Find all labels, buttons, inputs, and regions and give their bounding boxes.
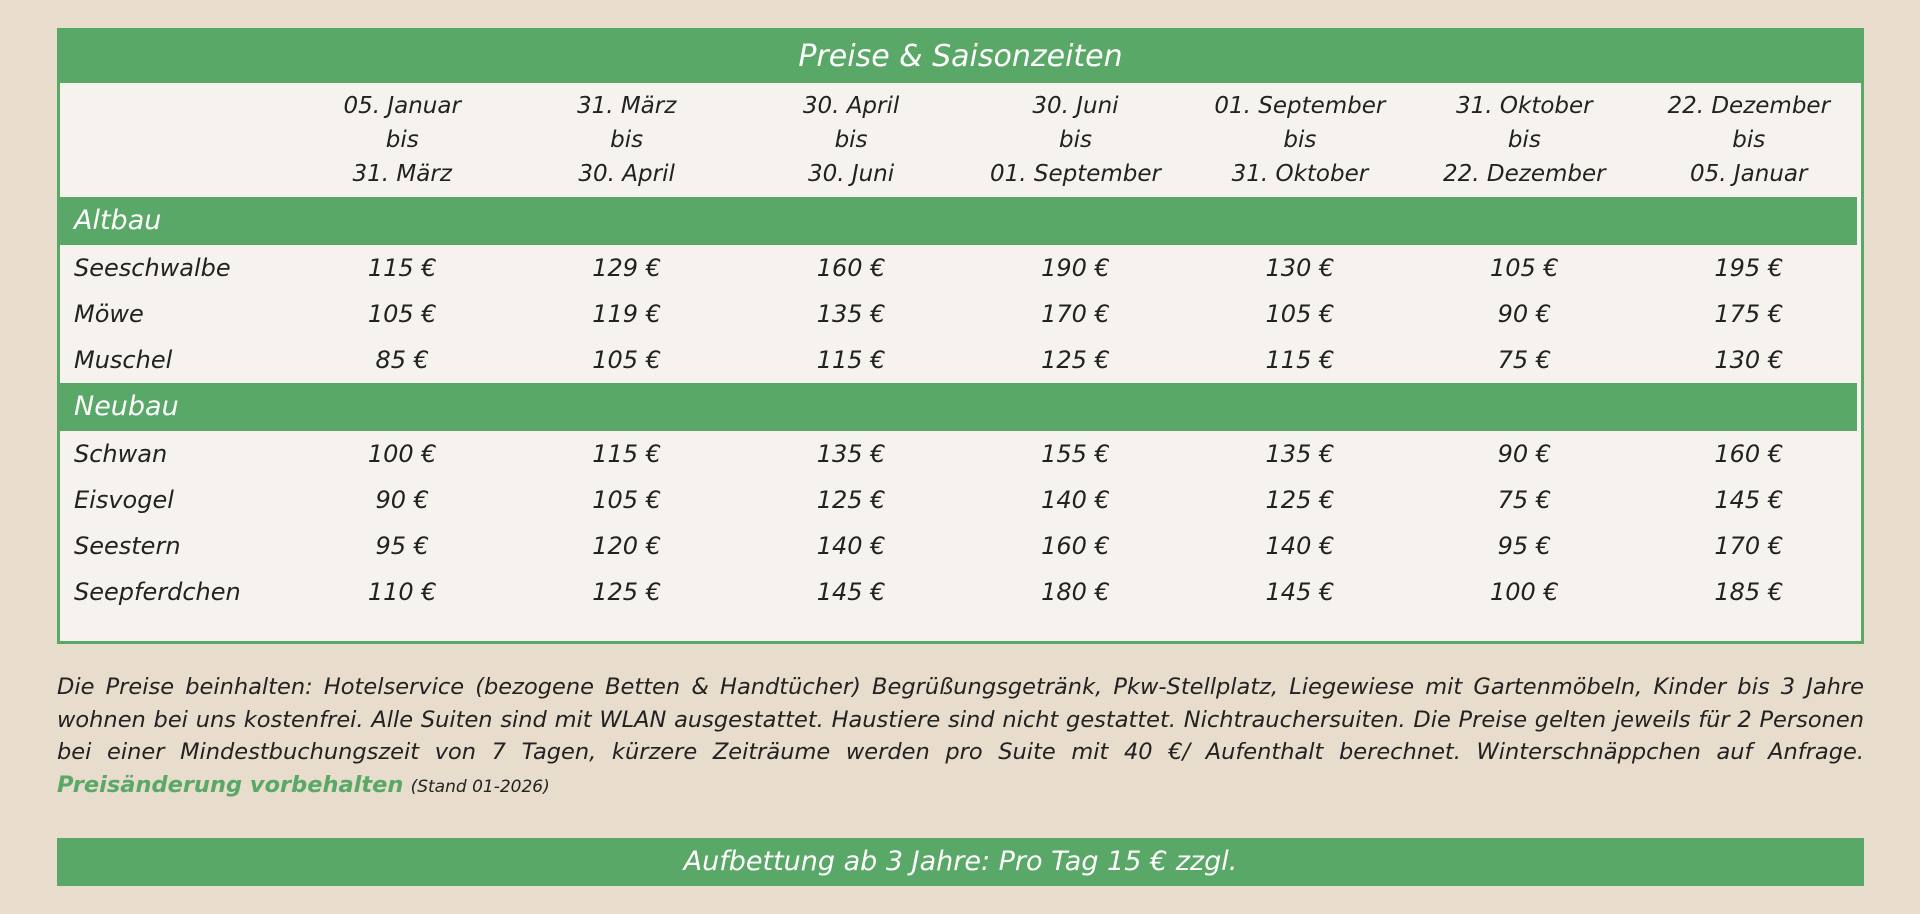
price-cell: 105 € [592, 346, 661, 374]
season-from: 31. Oktober [1456, 93, 1593, 119]
price-cell: 140 € [816, 532, 886, 560]
section-header-altbau: Altbau [60, 197, 1857, 245]
price-cell: 125 € [592, 578, 661, 606]
stand-date: (Stand 01-2026) [410, 776, 550, 797]
season-head [1637, 83, 1861, 197]
table-row [60, 431, 1861, 477]
price-cell: 125 € [1041, 346, 1110, 374]
season-to: 22. Dezember [1443, 161, 1606, 187]
note-text: Die Preise beinhalten: Hotelservice (bezogene Betten & Handtücher) Begrüßungsgetränk, Pkw-Stellplatz, Liegewiese mit Gartenmöbeln, Kinder bis 3 Jahre wohnen bei uns kostenfrei. Alle Suiten sind mit WLAN ausgestattet. Haustiere sind nicht gestattet. Nichtrauchersuiten. Die Preise gelten jeweils für 2 Personen bei einer Mindestbuchungszeit von 7 Tagen, kürzere Zeiträume werden pro Suite mit 40 €/ Aufenthalt berechnet. Winterschnäppchen auf Anfrage. [57, 674, 1864, 765]
price-cell: 125 € [816, 486, 886, 514]
price-cell: 75 € [1497, 486, 1552, 514]
price-cell: 130 € [1714, 346, 1784, 374]
season-sep: bis [834, 127, 868, 153]
price-cell: 160 € [816, 254, 886, 282]
price-cell: 120 € [592, 532, 661, 560]
price-cell: 140 € [1041, 486, 1110, 514]
season-head [1412, 83, 1636, 197]
price-cell: 100 € [1489, 578, 1559, 606]
table-row [60, 291, 1861, 337]
price-cell: 135 € [1265, 440, 1335, 468]
price-cell: 145 € [816, 578, 886, 606]
price-cell: 119 € [592, 300, 661, 328]
season-from: 01. September [1214, 93, 1386, 119]
price-change-notice: Preisänderung vorbehalten [57, 771, 404, 798]
price-table [57, 28, 1864, 644]
price-cell: 110 € [367, 578, 437, 606]
price-cell: 115 € [1265, 346, 1335, 374]
season-head [963, 83, 1187, 197]
price-cell: 145 € [1265, 578, 1335, 606]
price-cell: 129 € [592, 254, 661, 282]
price-cell: 115 € [367, 254, 437, 282]
price-notes [57, 671, 1864, 803]
section-header-neubau: Neubau [60, 383, 1857, 431]
table-row [60, 523, 1861, 569]
price-cell: 115 € [816, 346, 886, 374]
corner-cell [60, 83, 290, 197]
price-cell: 145 € [1714, 486, 1784, 514]
season-sep: bis [385, 127, 419, 153]
suite-name: Möwe [74, 300, 144, 328]
section-rows-neubau [60, 431, 1861, 615]
price-cell: 135 € [816, 300, 886, 328]
season-sep: bis [1732, 127, 1766, 153]
price-cell: 185 € [1714, 578, 1784, 606]
section-rows-altbau [60, 245, 1861, 383]
price-cell: 105 € [367, 300, 437, 328]
season-header-row [60, 83, 1861, 197]
price-cell: 170 € [1714, 532, 1784, 560]
table-row [60, 337, 1861, 383]
season-from: 05. Januar [343, 93, 461, 119]
price-cell: 85 € [375, 346, 429, 374]
extra-bed-banner: Aufbettung ab 3 Jahre: Pro Tag 15 € zzgl. [57, 838, 1864, 886]
price-cell: 90 € [375, 486, 429, 514]
price-cell: 75 € [1497, 346, 1552, 374]
season-from: 30. April [802, 93, 900, 119]
price-cell: 105 € [1265, 300, 1335, 328]
season-sep: bis [610, 127, 644, 153]
price-cell: 90 € [1497, 300, 1552, 328]
season-to: 30. Juni [807, 161, 895, 187]
price-cell: 180 € [1041, 578, 1110, 606]
price-cell: 170 € [1041, 300, 1110, 328]
price-cell: 195 € [1714, 254, 1784, 282]
season-from: 31. März [576, 93, 677, 119]
season-sep: bis [1283, 127, 1317, 153]
suite-name: Seestern [74, 532, 181, 560]
suite-name: Seepferdchen [74, 578, 241, 606]
season-head [290, 83, 514, 197]
price-cell: 175 € [1714, 300, 1784, 328]
price-cell: 160 € [1041, 532, 1110, 560]
season-head [1188, 83, 1412, 197]
season-head [514, 83, 738, 197]
price-cell: 95 € [1497, 532, 1552, 560]
price-cell: 160 € [1714, 440, 1784, 468]
season-to: 31. März [352, 161, 452, 187]
table-row [60, 477, 1861, 523]
season-sep: bis [1058, 127, 1092, 153]
suite-name: Seeschwalbe [74, 254, 231, 282]
price-cell: 90 € [1497, 440, 1552, 468]
price-cell: 130 € [1265, 254, 1335, 282]
price-cell: 190 € [1041, 254, 1110, 282]
price-cell: 95 € [375, 532, 429, 560]
price-cell: 135 € [816, 440, 886, 468]
season-to: 30. April [578, 161, 675, 187]
price-cell: 155 € [1041, 440, 1110, 468]
season-sep: bis [1507, 127, 1541, 153]
season-from: 30. Juni [1032, 93, 1119, 119]
suite-name: Muschel [74, 346, 173, 374]
season-to: 01. September [989, 161, 1161, 187]
price-cell: 115 € [592, 440, 661, 468]
season-to: 05. Januar [1690, 161, 1808, 187]
season-to: 31. Oktober [1231, 161, 1369, 187]
table-title: Preise & Saisonzeiten [60, 31, 1861, 83]
table-row [60, 245, 1861, 291]
price-cell: 105 € [592, 486, 661, 514]
season-head [739, 83, 963, 197]
suite-name: Schwan [74, 440, 168, 468]
price-cell: 100 € [367, 440, 437, 468]
suite-name: Eisvogel [74, 486, 174, 514]
price-cell: 125 € [1265, 486, 1335, 514]
price-cell: 105 € [1489, 254, 1559, 282]
season-from: 22. Dezember [1667, 93, 1831, 119]
price-cell: 140 € [1265, 532, 1335, 560]
table-row [60, 569, 1861, 615]
